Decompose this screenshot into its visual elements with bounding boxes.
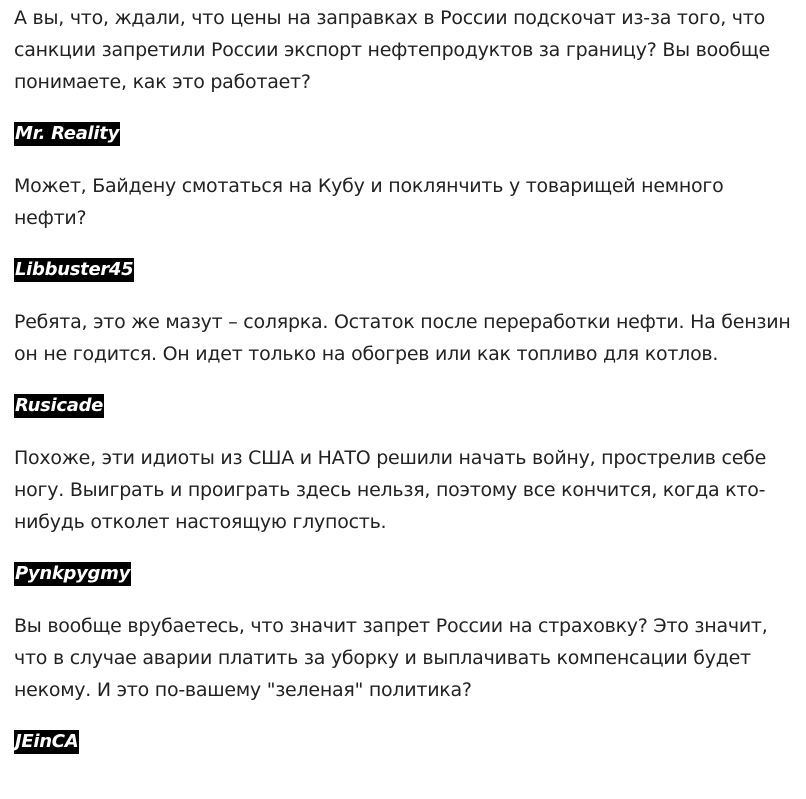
- comment-author-row: [14, 562, 792, 586]
- comment-text: А вы, что, ждали, что цены на заправках в России подскочат из-за того, что санкции запретили России экспорт нефтепродуктов за границу? Вы вообще понимаете, как это работает?: [14, 7, 770, 93]
- comment-author: Pynkpygmy: [15, 563, 131, 584]
- comment-author-row: [14, 394, 792, 418]
- comment-author: JEinCA: [15, 731, 79, 752]
- comment-author: Mr. Reality: [15, 123, 120, 144]
- comment-author-row: [14, 730, 792, 754]
- comment-author: Rusicade: [15, 395, 104, 416]
- comment-author-row: [14, 122, 792, 146]
- comment-text: Ребята, это же мазут – солярка. Остаток после переработки нефти. На бензин он не годится. Он идет только на обогрев или как топливо для котлов.: [14, 311, 791, 365]
- comment-text: Вы вообще врубаетесь, что значит запрет России на страховку? Это значит, что в случае аварии платить за уборку и выплачивать компенсации будет некому. И это по-вашему "зеленая" политика?: [14, 615, 768, 701]
- comment-text: Похоже, эти идиоты из США и НАТО решили начать войну, прострелив себе ногу. Выиграть и проиграть здесь нельзя, поэтому все кончится, когда кто-нибудь отколет настоящую глупость.: [14, 447, 767, 533]
- comment: [14, 2, 792, 146]
- comment: [14, 610, 792, 754]
- comment-text: Может, Байдену смотаться на Кубу и поклянчить у товарищей немного нефти?: [14, 175, 724, 229]
- comment-author-row: [14, 258, 792, 282]
- comment: [14, 306, 792, 418]
- comment-author: Libbuster45: [15, 259, 134, 280]
- comment: [14, 170, 792, 282]
- comment: [14, 442, 792, 586]
